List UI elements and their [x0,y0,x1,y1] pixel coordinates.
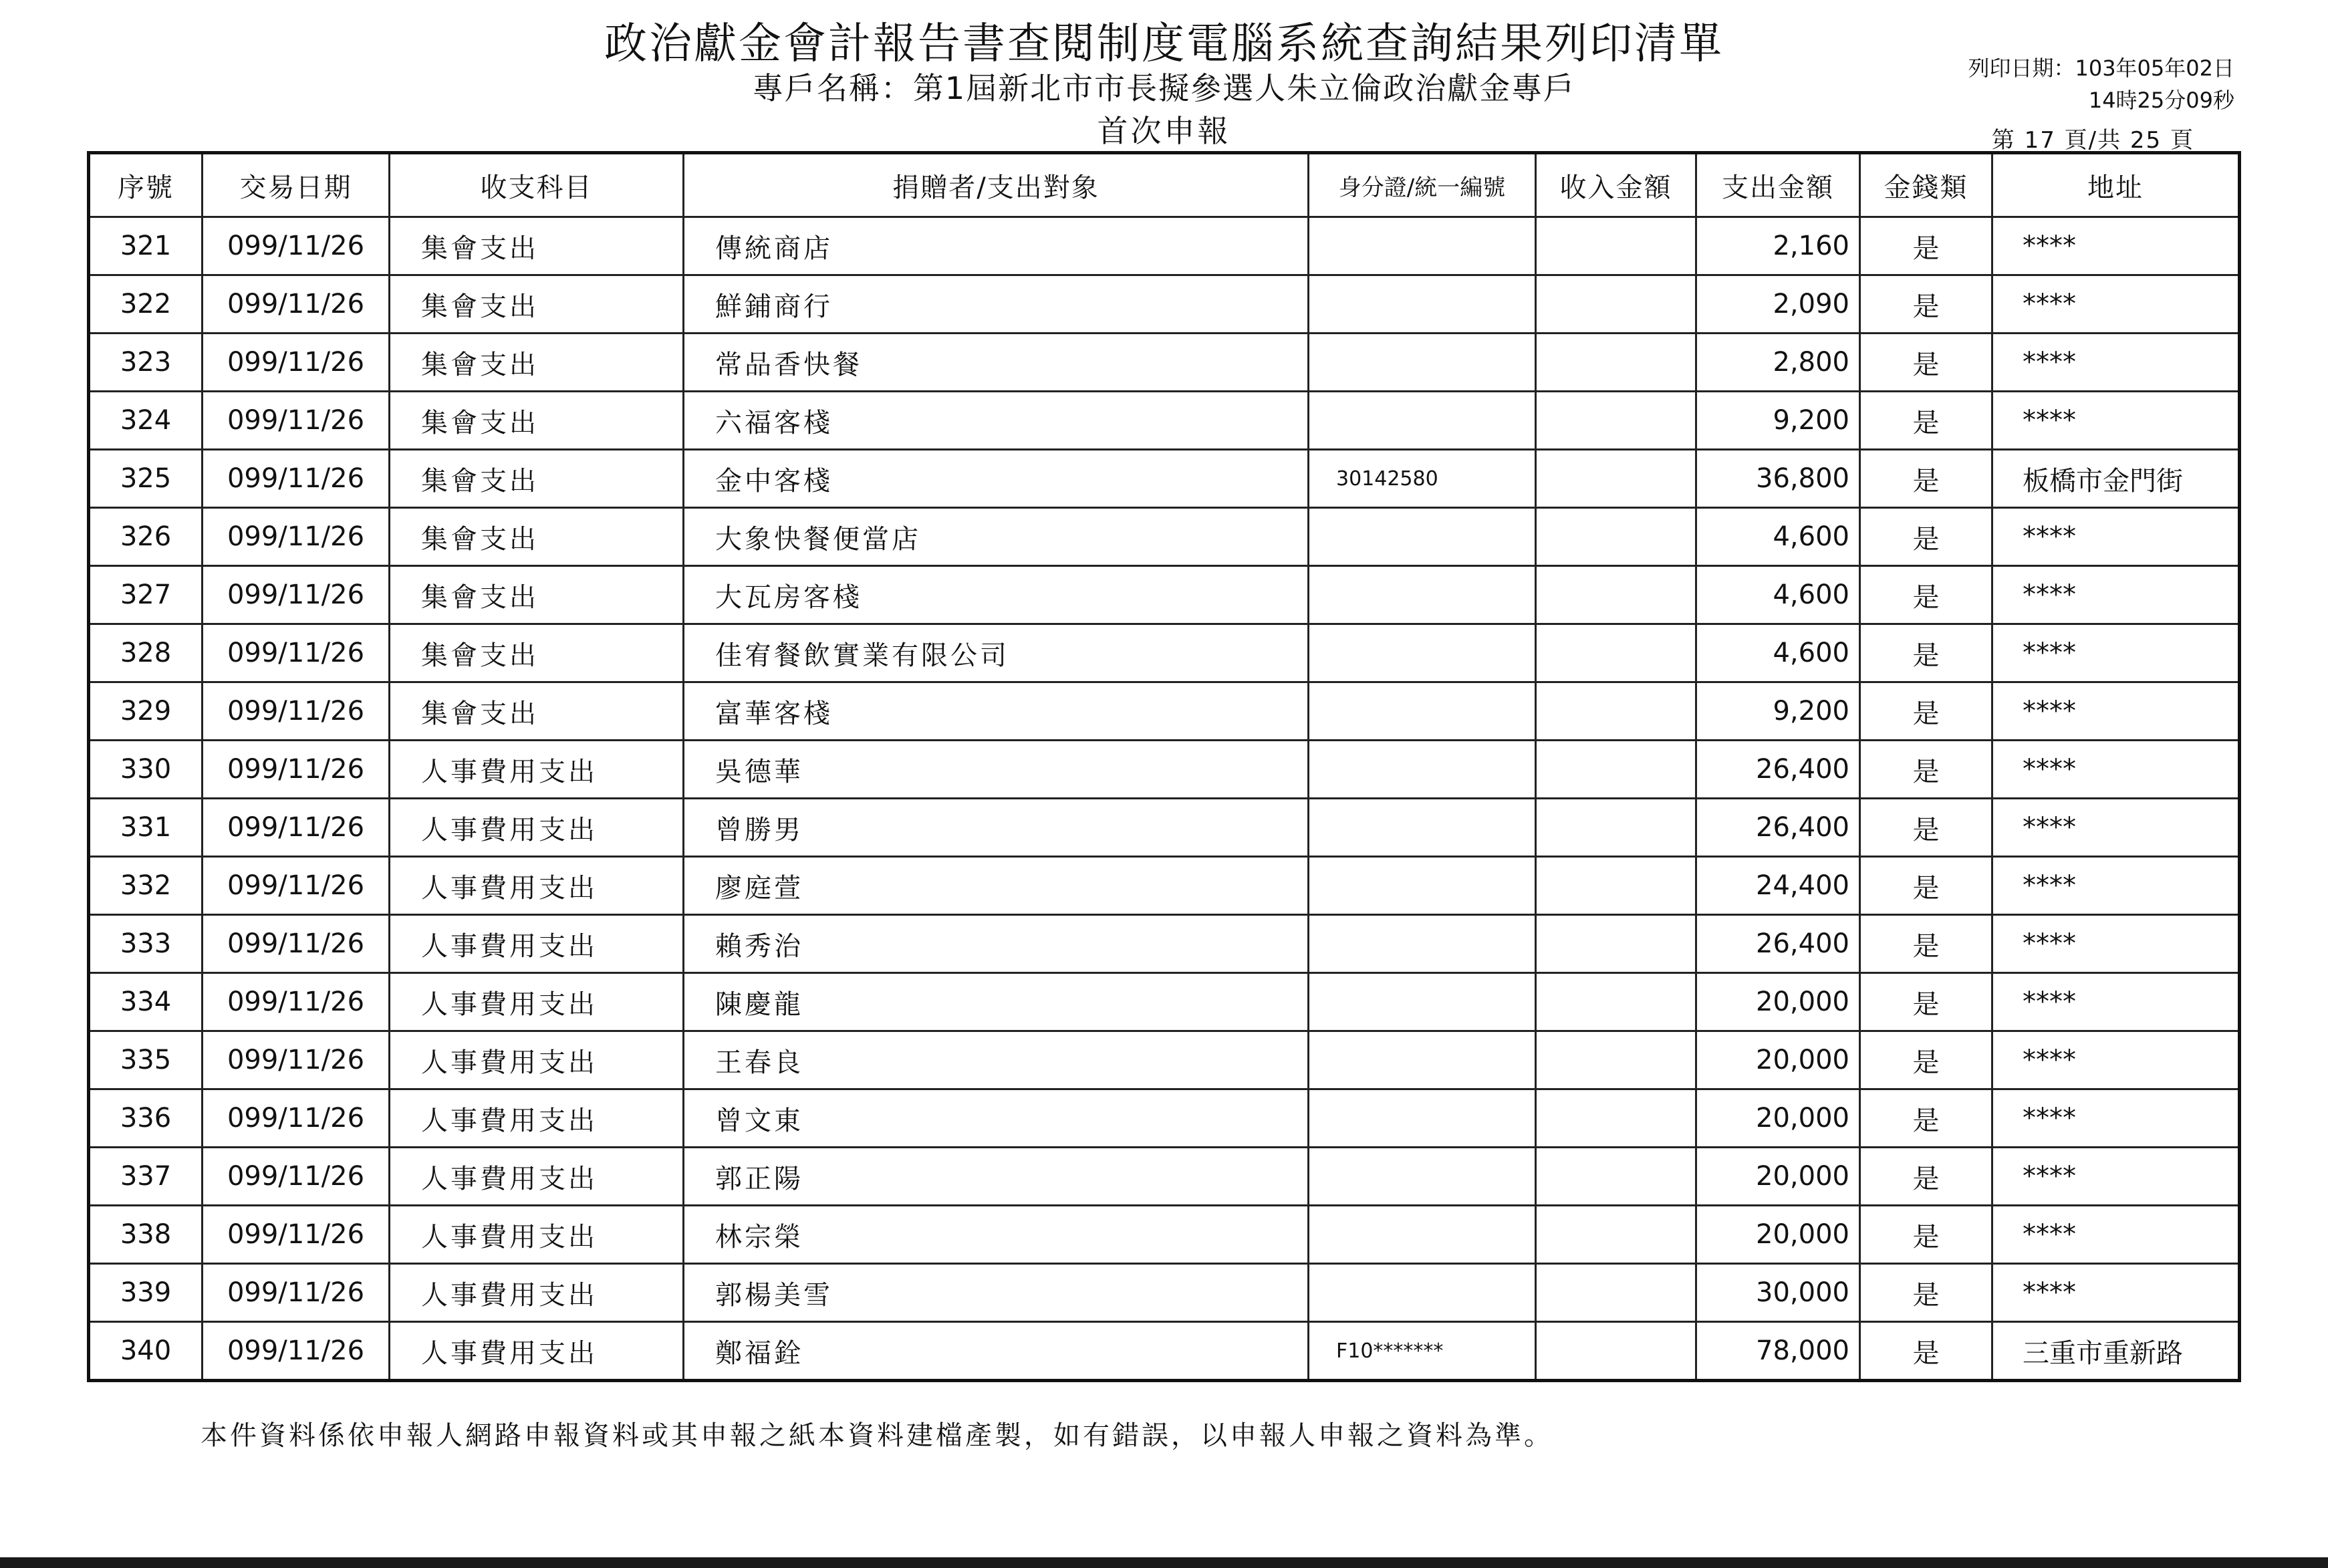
table-row [89,624,2240,682]
cash-flag-cell: 是 [1860,334,1992,392]
id-number-cell [1309,799,1536,857]
report-subtitle: 首次申報 [1097,113,1231,149]
income-amount-cell [1536,799,1696,857]
address-cell: **** [1992,915,2240,973]
table-row [89,392,2240,450]
counterparty-cell: 陳慶龍 [684,973,1309,1031]
table-row [89,217,2240,275]
account-item-cell: 集會支出 [390,624,684,682]
income-amount-cell [1536,275,1696,334]
expense-amount-cell: 30,000 [1696,1264,1860,1322]
cash-flag-cell: 是 [1860,566,1992,624]
column-header: 收入金額 [1536,153,1696,217]
row-number-cell: 334 [89,973,203,1031]
income-amount-cell [1536,508,1696,566]
income-amount-cell [1536,1206,1696,1264]
table-row [89,973,2240,1031]
transaction-table [87,151,2241,1382]
row-number-cell: 331 [89,799,203,857]
row-number-cell: 323 [89,334,203,392]
table-row [89,334,2240,392]
cash-flag-cell: 是 [1860,1206,1992,1264]
counterparty-cell: 賴秀治 [684,915,1309,973]
expense-amount-cell: 20,000 [1696,973,1860,1031]
cash-flag-cell: 是 [1860,1264,1992,1322]
row-number-cell: 338 [89,1206,203,1264]
page-number: 第 17 頁/共 25 頁 [1991,127,2194,154]
transaction-date-cell: 099/11/26 [203,973,390,1031]
row-number-cell: 328 [89,624,203,682]
id-number-cell [1309,741,1536,799]
address-cell: **** [1992,857,2240,915]
account-item-cell: 人事費用支出 [390,1031,684,1089]
column-header: 地址 [1992,153,2240,217]
row-number-cell: 322 [89,275,203,334]
account-item-cell: 人事費用支出 [390,857,684,915]
transaction-table-wrapper [87,151,2238,1382]
id-number-cell [1309,915,1536,973]
cash-flag-cell: 是 [1860,1089,1992,1148]
row-number-cell: 335 [89,1031,203,1089]
id-number-cell [1309,624,1536,682]
cash-flag-cell: 是 [1860,1148,1992,1206]
expense-amount-cell: 20,000 [1696,1089,1860,1148]
address-cell: **** [1992,624,2240,682]
id-number-cell [1309,973,1536,1031]
income-amount-cell [1536,973,1696,1031]
income-amount-cell [1536,1031,1696,1089]
table-header-row [89,153,2240,217]
expense-amount-cell: 20,000 [1696,1148,1860,1206]
transaction-date-cell: 099/11/26 [203,566,390,624]
transaction-date-cell: 099/11/26 [203,799,390,857]
counterparty-cell: 金中客棧 [684,450,1309,508]
expense-amount-cell: 26,400 [1696,799,1860,857]
counterparty-cell: 常品香快餐 [684,334,1309,392]
transaction-date-cell: 099/11/26 [203,741,390,799]
table-row [89,741,2240,799]
table-row [89,1089,2240,1148]
row-number-cell: 339 [89,1264,203,1322]
id-number-cell: 30142580 [1309,450,1536,508]
account-item-cell: 人事費用支出 [390,741,684,799]
id-number-cell [1309,1206,1536,1264]
account-item-cell: 集會支出 [390,682,684,741]
cash-flag-cell: 是 [1860,741,1992,799]
account-item-cell: 人事費用支出 [390,1322,684,1381]
expense-amount-cell: 24,400 [1696,857,1860,915]
column-header: 支出金額 [1696,153,1860,217]
account-item-cell: 人事費用支出 [390,1206,684,1264]
expense-amount-cell: 78,000 [1696,1322,1860,1381]
print-date: 列印日期：103年05年02日 [1968,55,2234,81]
scan-edge [0,1557,2328,1568]
expense-amount-cell: 9,200 [1696,682,1860,741]
id-number-cell [1309,217,1536,275]
id-number-cell [1309,857,1536,915]
account-item-cell: 人事費用支出 [390,1148,684,1206]
table-row [89,1148,2240,1206]
id-number-cell [1309,275,1536,334]
income-amount-cell [1536,1322,1696,1381]
transaction-date-cell: 099/11/26 [203,392,390,450]
account-item-cell: 人事費用支出 [390,973,684,1031]
counterparty-cell: 郭楊美雪 [684,1264,1309,1322]
id-number-cell [1309,1148,1536,1206]
address-cell: **** [1992,741,2240,799]
id-number-cell [1309,566,1536,624]
table-row [89,566,2240,624]
transaction-date-cell: 099/11/26 [203,624,390,682]
counterparty-cell: 富華客棧 [684,682,1309,741]
footer-note: 本件資料係依申報人網路申報資料或其申報之紙本資料建檔產製，如有錯誤，以申報人申報之資料為準。 [201,1420,1553,1451]
address-cell: **** [1992,392,2240,450]
account-item-cell: 人事費用支出 [390,1089,684,1148]
cash-flag-cell: 是 [1860,392,1992,450]
expense-amount-cell: 2,090 [1696,275,1860,334]
transaction-date-cell: 099/11/26 [203,217,390,275]
address-cell: **** [1992,1089,2240,1148]
transaction-date-cell: 099/11/26 [203,1322,390,1381]
table-row [89,1322,2240,1381]
counterparty-cell: 鄭福銓 [684,1322,1309,1381]
income-amount-cell [1536,392,1696,450]
transaction-date-cell: 099/11/26 [203,1148,390,1206]
account-item-cell: 人事費用支出 [390,1264,684,1322]
column-header: 捐贈者/支出對象 [684,153,1309,217]
address-cell: **** [1992,682,2240,741]
column-header: 序號 [89,153,203,217]
address-cell: **** [1992,334,2240,392]
id-number-cell [1309,392,1536,450]
transaction-date-cell: 099/11/26 [203,334,390,392]
table-row [89,1031,2240,1089]
address-cell: **** [1992,1264,2240,1322]
expense-amount-cell: 4,600 [1696,624,1860,682]
account-name: 專戶名稱：第1屆新北市市長擬參選人朱立倫政治獻金專戶 [752,70,1576,106]
income-amount-cell [1536,450,1696,508]
expense-amount-cell: 26,400 [1696,915,1860,973]
column-header: 身分證/統一編號 [1309,153,1536,217]
column-header: 交易日期 [203,153,390,217]
counterparty-cell: 大瓦房客棧 [684,566,1309,624]
transaction-date-cell: 099/11/26 [203,1206,390,1264]
row-number-cell: 332 [89,857,203,915]
address-cell: **** [1992,973,2240,1031]
table-row [89,857,2240,915]
counterparty-cell: 六福客棧 [684,392,1309,450]
expense-amount-cell: 36,800 [1696,450,1860,508]
row-number-cell: 329 [89,682,203,741]
cash-flag-cell: 是 [1860,973,1992,1031]
transaction-date-cell: 099/11/26 [203,450,390,508]
income-amount-cell [1536,1148,1696,1206]
row-number-cell: 340 [89,1322,203,1381]
transaction-date-cell: 099/11/26 [203,1031,390,1089]
income-amount-cell [1536,1264,1696,1322]
counterparty-cell: 大象快餐便當店 [684,508,1309,566]
id-number-cell [1309,1089,1536,1148]
transaction-date-cell: 099/11/26 [203,682,390,741]
table-row [89,450,2240,508]
transaction-date-cell: 099/11/26 [203,508,390,566]
cash-flag-cell: 是 [1860,1322,1992,1381]
address-cell: 三重市重新路 [1992,1322,2240,1381]
counterparty-cell: 曾文東 [684,1089,1309,1148]
cash-flag-cell: 是 [1860,799,1992,857]
table-row [89,1206,2240,1264]
cash-flag-cell: 是 [1860,1031,1992,1089]
income-amount-cell [1536,915,1696,973]
cash-flag-cell: 是 [1860,682,1992,741]
id-number-cell [1309,1031,1536,1089]
address-cell: **** [1992,275,2240,334]
income-amount-cell [1536,1089,1696,1148]
address-cell: 板橋市金門街 [1992,450,2240,508]
row-number-cell: 327 [89,566,203,624]
transaction-date-cell: 099/11/26 [203,857,390,915]
expense-amount-cell: 2,800 [1696,334,1860,392]
print-time: 14時25分09秒 [2088,88,2234,113]
table-row [89,508,2240,566]
column-header: 收支科目 [390,153,684,217]
table-body [89,217,2240,1381]
counterparty-cell: 曾勝男 [684,799,1309,857]
address-cell: **** [1992,508,2240,566]
row-number-cell: 330 [89,741,203,799]
counterparty-cell: 廖庭萱 [684,857,1309,915]
account-item-cell: 集會支出 [390,392,684,450]
account-item-cell: 集會支出 [390,450,684,508]
income-amount-cell [1536,857,1696,915]
address-cell: **** [1992,1031,2240,1089]
column-header: 金錢類 [1860,153,1992,217]
table-row [89,799,2240,857]
counterparty-cell: 王春良 [684,1031,1309,1089]
expense-amount-cell: 2,160 [1696,217,1860,275]
address-cell: **** [1992,1148,2240,1206]
address-cell: **** [1992,217,2240,275]
cash-flag-cell: 是 [1860,450,1992,508]
transaction-date-cell: 099/11/26 [203,1264,390,1322]
cash-flag-cell: 是 [1860,275,1992,334]
cash-flag-cell: 是 [1860,857,1992,915]
account-item-cell: 集會支出 [390,334,684,392]
account-item-cell: 人事費用支出 [390,915,684,973]
cash-flag-cell: 是 [1860,915,1992,973]
counterparty-cell: 林宗榮 [684,1206,1309,1264]
row-number-cell: 321 [89,217,203,275]
id-number-cell [1309,334,1536,392]
counterparty-cell: 佳宥餐飲實業有限公司 [684,624,1309,682]
address-cell: **** [1992,566,2240,624]
address-cell: **** [1992,1206,2240,1264]
expense-amount-cell: 4,600 [1696,566,1860,624]
table-row [89,1264,2240,1322]
expense-amount-cell: 20,000 [1696,1206,1860,1264]
expense-amount-cell: 20,000 [1696,1031,1860,1089]
address-cell: **** [1992,799,2240,857]
id-number-cell [1309,508,1536,566]
print-info [1968,52,2234,116]
income-amount-cell [1536,741,1696,799]
income-amount-cell [1536,217,1696,275]
row-number-cell: 326 [89,508,203,566]
cash-flag-cell: 是 [1860,217,1992,275]
row-number-cell: 325 [89,450,203,508]
account-item-cell: 集會支出 [390,508,684,566]
row-number-cell: 333 [89,915,203,973]
account-item-cell: 人事費用支出 [390,799,684,857]
counterparty-cell: 郭正陽 [684,1148,1309,1206]
transaction-date-cell: 099/11/26 [203,1089,390,1148]
transaction-date-cell: 099/11/26 [203,275,390,334]
counterparty-cell: 吳德華 [684,741,1309,799]
transaction-date-cell: 099/11/26 [203,915,390,973]
cash-flag-cell: 是 [1860,624,1992,682]
table-row [89,682,2240,741]
report-title: 政治獻金會計報告書查閱制度電腦系統查詢結果列印清單 [604,19,1724,69]
expense-amount-cell: 9,200 [1696,392,1860,450]
counterparty-cell: 鮮鋪商行 [684,275,1309,334]
cash-flag-cell: 是 [1860,508,1992,566]
row-number-cell: 336 [89,1089,203,1148]
expense-amount-cell: 26,400 [1696,741,1860,799]
id-number-cell [1309,1264,1536,1322]
expense-amount-cell: 4,600 [1696,508,1860,566]
id-number-cell: F10******* [1309,1322,1536,1381]
income-amount-cell [1536,624,1696,682]
account-item-cell: 集會支出 [390,217,684,275]
row-number-cell: 337 [89,1148,203,1206]
income-amount-cell [1536,682,1696,741]
table-row [89,275,2240,334]
table-row [89,915,2240,973]
id-number-cell [1309,682,1536,741]
income-amount-cell [1536,566,1696,624]
account-item-cell: 集會支出 [390,275,684,334]
counterparty-cell: 傳統商店 [684,217,1309,275]
account-item-cell: 集會支出 [390,566,684,624]
row-number-cell: 324 [89,392,203,450]
income-amount-cell [1536,334,1696,392]
